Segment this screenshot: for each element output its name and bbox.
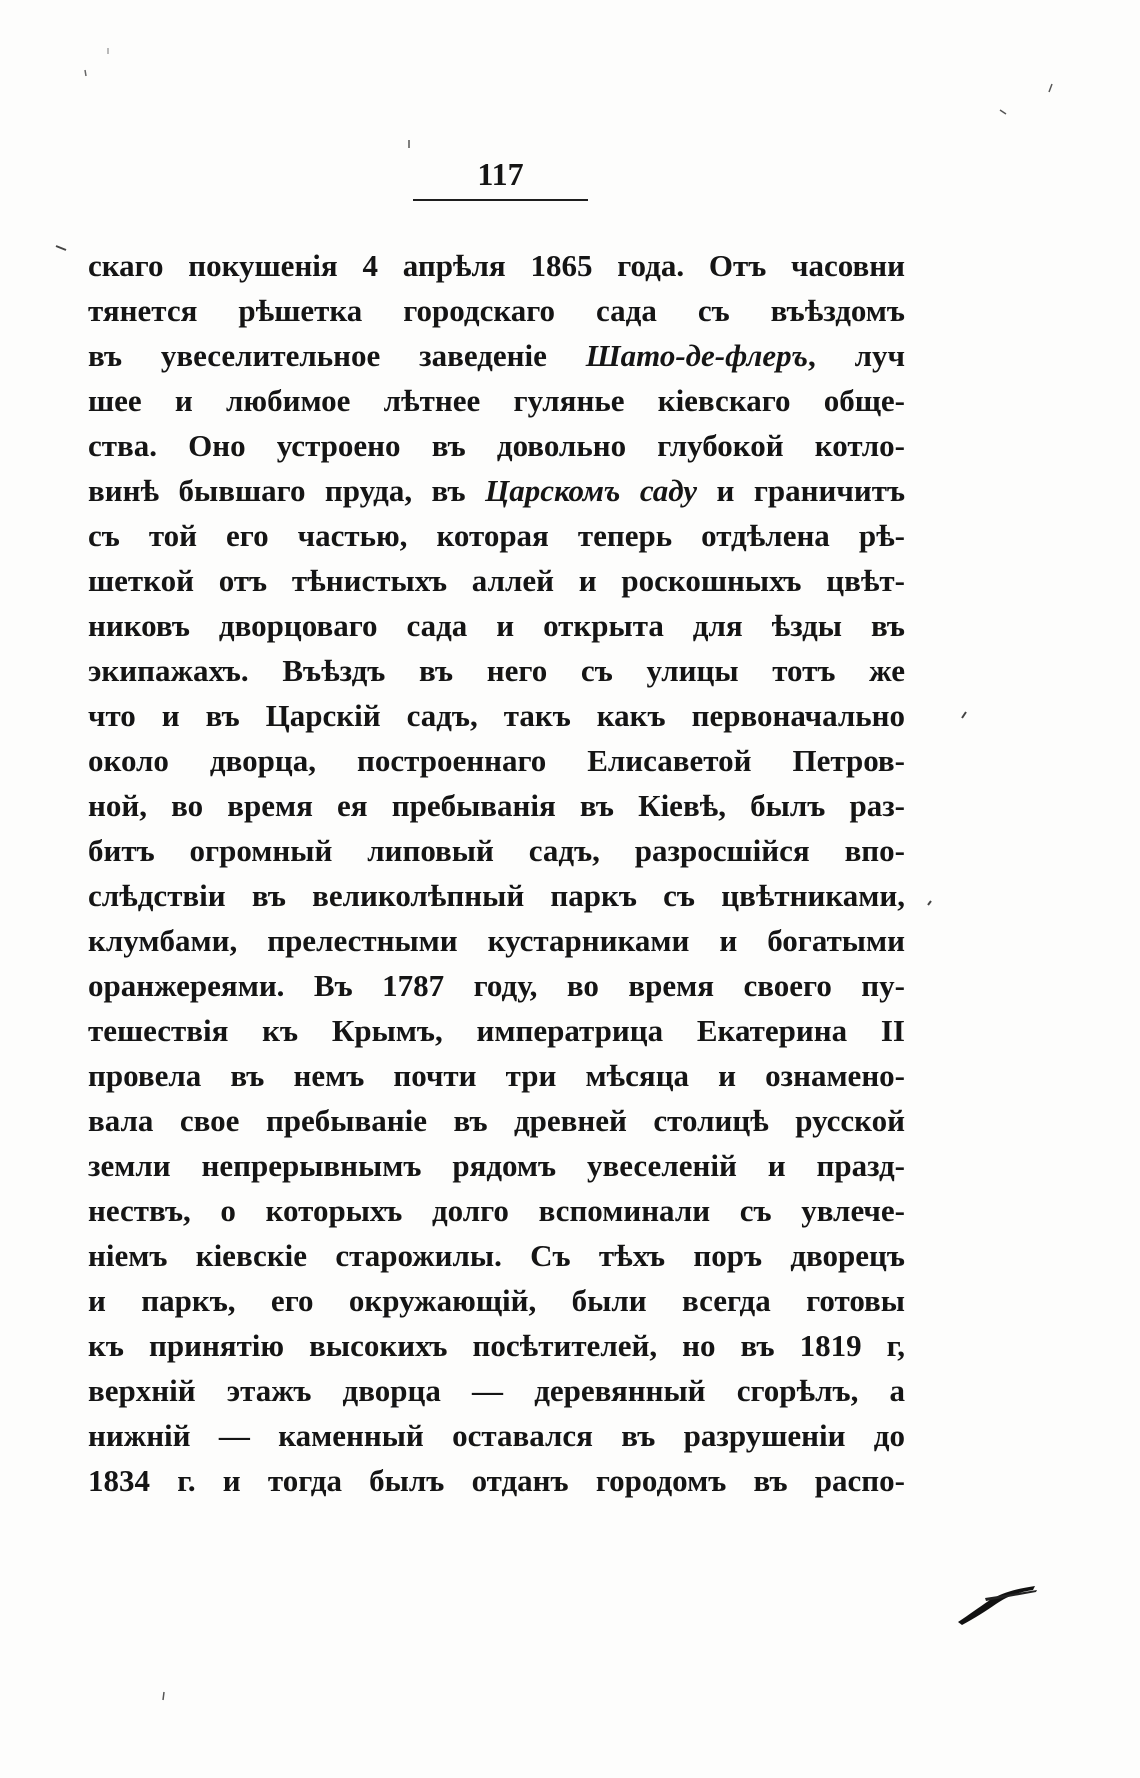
scan-speck (1000, 110, 1006, 114)
text-line: вала свое пребываніе въ древней столицѣ русской (88, 1103, 905, 1138)
text-segment: и граничитъ (697, 473, 906, 508)
text-line: слѣдствіи въ великолѣпный паркъ съ цвѣтниками, (88, 878, 905, 913)
text-line: провела въ немъ почти три мѣсяца и ознамено- (88, 1058, 905, 1093)
text-segment: винѣ бывшаго пруда, въ (88, 473, 486, 508)
text-line: земли непрерывнымъ рядомъ увеселеній и празд- (88, 1148, 905, 1183)
italic-place-name: Царскомъ саду (485, 473, 698, 508)
text-line: ства. Оно устроено въ довольно глубокой котло- (88, 428, 905, 463)
text-line: оранжереями. Въ 1787 году, во время своего пу- (88, 968, 905, 1003)
text-line (88, 468, 905, 513)
ink-blot-tail (985, 1590, 1037, 1601)
text-line: около дворца, построеннаго Елисаветой Петров- (88, 743, 905, 778)
text-line: ніемъ кіевскіе старожилы. Съ тѣхъ поръ дворецъ (88, 1238, 905, 1273)
italic-place-name: Шато-де-флеръ (585, 338, 809, 373)
scan-speck (85, 70, 86, 76)
text-line: никовъ дворцоваго сада и открыта для ѣзды въ (88, 608, 905, 643)
text-line: съ той его частью, которая теперь отдѣлена рѣ- (88, 518, 905, 553)
text-line: шее и любимое лѣтнее гулянье кіевскаго обще- (88, 383, 905, 418)
text-line: что и въ Царскій садъ, такъ какъ первоначально (88, 698, 905, 733)
text-line: нествъ, о которыхъ долго вспоминали съ увлече- (88, 1193, 905, 1228)
scan-speck (962, 712, 966, 718)
text-line: къ принятію высокихъ посѣтителей, но въ 1819 г, (88, 1328, 905, 1363)
scan-speck (163, 1692, 164, 1700)
body-text (88, 243, 905, 1503)
text-line: 1834 г. и тогда былъ отданъ городомъ въ распо- (88, 1463, 905, 1498)
text-line: скаго покушенія 4 апрѣля 1865 года. Отъ часовни (88, 248, 905, 283)
text-line: ной, во время ея пребыванія въ Кіевѣ, былъ раз- (88, 788, 905, 823)
ink-blot (958, 1586, 1035, 1625)
text-segment: , луч (808, 338, 905, 373)
text-line: битъ огромный липовый садъ, разросшійся впо- (88, 833, 905, 868)
scan-speck (56, 246, 66, 250)
page-number: 117 (477, 156, 524, 192)
scan-speck (928, 901, 931, 905)
header-rule (413, 199, 588, 201)
text-line: тянется рѣшетка городскаго сада съ въѣздомъ (88, 293, 905, 328)
text-line: шеткой отъ тѣнистыхъ аллей и роскошныхъ цвѣт- (88, 563, 905, 598)
text-line: верхній этажъ дворца — деревянный сгорѣлъ, а (88, 1373, 905, 1408)
text-line: экипажахъ. Въѣздъ въ него съ улицы тотъ же (88, 653, 905, 688)
scan-speck (1049, 84, 1052, 92)
text-line: нижній — каменный оставался въ разрушеніи до (88, 1418, 905, 1453)
text-line: клумбами, прелестными кустарниками и богатыми (88, 923, 905, 958)
text-line: тешествія къ Крымъ, императрица Екатерина II (88, 1013, 905, 1048)
text-segment: въ увеселительное заведеніе (88, 338, 586, 373)
text-line: и паркъ, его окружающій, были всегда готовы (88, 1283, 905, 1318)
text-line (88, 333, 905, 378)
